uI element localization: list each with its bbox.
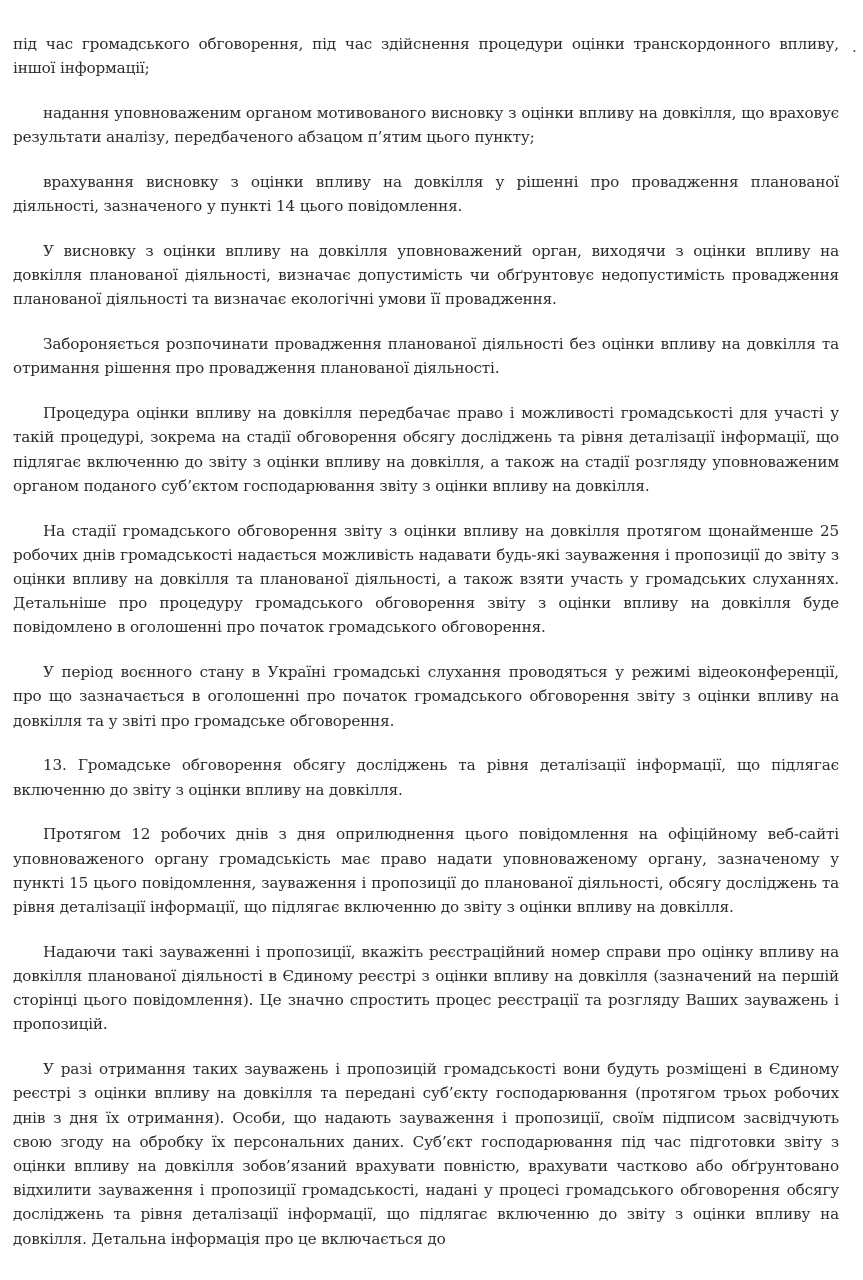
paragraph-conclusion-consideration: врахування висновку з оцінки впливу на довкілля у рішенні про провадження планованої діяльності, зазначеного у пункті 14 цього повідомлення.	[13, 173, 839, 216]
paragraph-public-rights: Процедура оцінки впливу на довкілля передбачає право і можливості громадськості для участі у такій процедурі, зокрема на стадії обговорення обсягу досліджень та рівня деталізації інформації, що підлягає включенню до звіту з оцінки впливу на довкілля, а також на стадії розгляду уповноваженим органом поданого суб’єктом господарювання звіту з оцінки впливу на довкілля.	[13, 404, 839, 495]
paragraph-motivated-conclusion: надання уповноваженим органом мотивованого висновку з оцінки впливу на довкілля, що враховує результати аналізу, передбаченого абзацом п’ятим цього пункту;	[13, 104, 839, 147]
section-13-heading: 13. Громадське обговорення обсягу досліджень та рівня деталізації інформації, що підлягає включенню до звіту з оцінки впливу на довкілля.	[13, 756, 839, 799]
document-page	[13, 32, 839, 1271]
paragraph-public-discussion-stage: На стадії громадського обговорення звіту з оцінки впливу на довкілля протягом щонайменше 25 робочих днів громадськості надається можливість надавати будь-які зауваження і пропозиції до звіту з оцінки впливу на довкілля та планованої діяльності, а також взяти участь у громадських слуханнях. Детальніше про процедуру громадського обговорення звіту з оцінки впливу на довкілля буде повідомлено в оголошенні про початок громадського обговорення.	[13, 521, 839, 637]
scan-artifact-dot: .	[852, 38, 857, 56]
paragraph-continuation: під час громадського обговорення, під час здійснення процедури оцінки транскордонного впливу, іншої інформації;	[13, 35, 839, 78]
paragraph-comments-handling: У разі отримання таких зауважень і пропозицій громадськості вони будуть розміщені в Єдиному реєстрі з оцінки впливу на довкілля та передані суб’єкту господарювання (протягом трьох робочих днів з дня їх отримання). Особи, що надають зауваження і пропозиції, своїм підписом засвідчують свою згоду на обробку їх персональних даних. Суб’єкт господарювання під час підготовки звіту з оцінки впливу на довкілля зобов’язаний врахувати повністю, врахувати частково або обґрунтовано відхилити зауваження і пропозиції громадськості, надані у процесі громадського обговорення обсягу досліджень та рівня деталізації інформації, що підлягає включенню до звіту з оцінки впливу на довкілля. Детальна інформація про це включається до	[13, 1060, 839, 1248]
paragraph-12-working-days: Протягом 12 робочих днів з дня оприлюднення цього повідомлення на офіційному веб-сайті уповноваженого органу громадськість має право надати уповноваженому органу, зазначеному у пункті 15 цього повідомлення, зауваження і пропозиції до планованої діяльності, обсягу досліджень та рівня деталізації інформації, що підлягає включенню до звіту з оцінки впливу на довкілля.	[13, 825, 839, 917]
paragraph-martial-law-hearings: У період воєнного стану в Україні громадські слухання проводяться у режимі відеоконференції, про що зазначається в оголошенні про початок громадського обговорення звіту з оцінки впливу на довкілля та у звіті про громадське обговорення.	[13, 663, 839, 730]
paragraph-conclusion-content: У висновку з оцінки впливу на довкілля уповноважений орган, виходячи з оцінки впливу на довкілля планованої діяльності, визначає допустимість чи обґрунтовує недопустимість провадження планованої діяльності та визначає екологічні умови її провадження.	[13, 242, 839, 309]
paragraph-prohibition: Забороняється розпочинати провадження планованої діяльності без оцінки впливу на довкілля та отримання рішення про провадження планованої діяльності.	[13, 335, 839, 378]
paragraph-registration-number: Надаючи такі зауваженні і пропозиції, вкажіть реєстраційний номер справи про оцінку впливу на довкілля планованої діяльності в Єдиному реєстрі з оцінки впливу на довкілля (зазначений на першій сторінці цього повідомлення). Це значно спростить процес реєстрації та розгляду Ваших зауважень і пропозицій.	[13, 942, 839, 1034]
